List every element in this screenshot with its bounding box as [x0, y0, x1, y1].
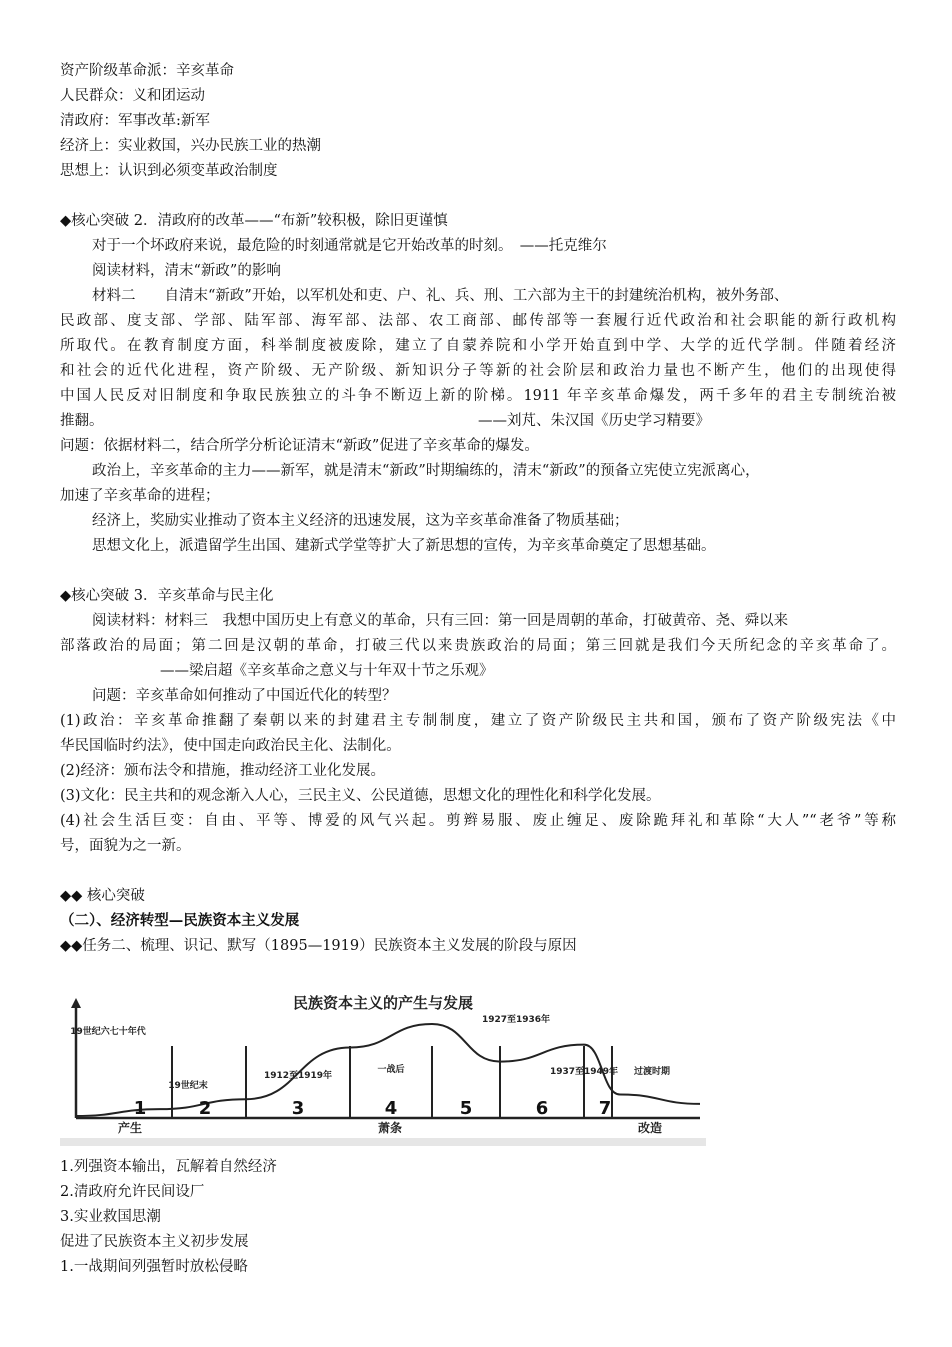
period-label: 1912至1919年: [263, 1071, 333, 1081]
material-line: 中国人民反对旧制度和争取民族独立的斗争不断迈上新的阶梯。1911 年辛亥革命爆发，两千多年的君主专制统治被: [60, 388, 896, 404]
section2-heading: ◆核心突破 2．清政府的改革——“布新”较积极，除旧更谨慎: [60, 213, 448, 229]
stage-number: 2: [198, 1098, 212, 1119]
section2-prompt: 阅读材料，清末“新政”的影响: [92, 263, 281, 279]
period-label: 19世纪末: [168, 1081, 208, 1091]
capitalism-development-chart: [60, 988, 706, 1146]
phase-label-chan: 产生: [117, 1121, 143, 1135]
point-line: 华民国临时约法》，使中国走向政治民主化、法制化。: [60, 738, 401, 754]
period-label: 过渡时期: [633, 1067, 671, 1077]
material-line: 推翻。: [60, 413, 104, 429]
phase-label-xiao: 萧条: [377, 1121, 403, 1135]
section3-source: ——梁启超《辛亥革命之意义与十年双十节之乐观》: [160, 663, 494, 679]
material-line: 和社会的近代化进程，资产阶级、无产阶级、新知识分子等新的社会阶层和政治力量也不断产生，他们的出现使得: [60, 363, 896, 379]
answer-politics: 政治上，辛亥革命的主力——新军，就是清末“新政”时期编练的，清末“新政”的预备立宪使立宪派离心，: [92, 463, 760, 479]
answer-economy: 经济上，奖励实业推动了资本主义经济的迅速发展，这为辛亥革命准备了物质基础；: [92, 513, 629, 529]
point-line: 号，面貌为之一新。: [60, 838, 191, 854]
chart-bottom-strip: [60, 1138, 706, 1146]
period-label: 19世纪六七十年代: [70, 1027, 146, 1037]
point-line: (1)政治：辛亥革命推翻了秦朝以来的封建君主专制制度，建立了资产阶级民主共和国，颁布了资产阶级宪法《中: [60, 713, 896, 729]
chart-title: 民族资本主义的产生与发展: [292, 994, 474, 1012]
section3-heading: ◆核心突破 3．辛亥革命与民主化: [60, 588, 274, 604]
stage-number: 3: [291, 1098, 305, 1119]
section4-subheading: （二）、经济转型—民族资本主义发展: [60, 912, 300, 929]
section3-question: 问题：辛亥革命如何推动了中国近代化的转型？: [92, 688, 397, 704]
material-source: ——刘芃、朱汉国《历史学习精要》: [478, 413, 710, 429]
section2-question: 问题：依据材料二，结合所学分析论证清末“新政”促进了辛亥革命的爆发。: [60, 438, 539, 454]
point-line: (4)社会生活巨变：自由、平等、博爱的风气兴起。剪辫易服、废止缠足、废除跪拜礼和革除“大人”“老爷”等称: [60, 813, 896, 829]
reason-line: 2.清政府允许民间设厂: [60, 1184, 205, 1200]
stage-number: 4: [384, 1098, 398, 1119]
material-line: 所取代。在教育制度方面，科举制度被废除，建立了自蒙养院和小学开始直到中学、大学的近代学制。伴随着经济: [60, 338, 896, 354]
section3-material-cont: 部落政治的局面；第二回是汉朝的革命，打破三代以来贵族政治的局面；第三回就是我们今天所纪念的辛亥革命了。: [60, 638, 896, 654]
answer-culture: 思想文化上，派遣留学生出国、建新式学堂等扩大了新思想的宣传，为辛亥革命奠定了思想基础。: [92, 538, 716, 554]
intro-line: 人民群众：义和团运动: [60, 88, 205, 104]
intro-line: 经济上：实业救国，兴办民族工业的热潮: [60, 138, 321, 154]
reason-line: 1.列强资本输出，瓦解着自然经济: [60, 1159, 277, 1175]
intro-line: 思想上：认识到必须变革政治制度: [60, 163, 278, 179]
answer-politics-cont: 加速了辛亥革命的进程；: [60, 488, 220, 504]
reason-line: 促进了民族资本主义初步发展: [60, 1234, 249, 1250]
period-label: 一战后: [377, 1065, 405, 1075]
intro-line: 清政府：军事改革:新军: [60, 113, 210, 129]
point-line: (2)经济：颁布法令和措施，推动经济工业化发展。: [60, 763, 386, 779]
stage-number: 1: [133, 1098, 147, 1119]
period-label: 1937至1949年: [549, 1067, 619, 1077]
point-line: (3)文化：民主共和的观念渐入人心，三民主义、公民道德，思想文化的理性化和科学化发展。: [60, 788, 661, 804]
material-line: 材料二 自清末“新政”开始，以军机处和吏、户、礼、兵、刑、工六部为主干的封建统治机构，被外务部、: [92, 288, 789, 304]
stage-number: 7: [598, 1098, 612, 1119]
section3-material: 阅读材料：材料三 我想中国历史上有意义的革命，只有三回：第一回是周朝的革命，打破黄帝、尧、舜以来: [92, 613, 788, 629]
intro-line: 资产阶级革命派：辛亥革命: [60, 63, 234, 79]
section4-heading: ◆◆ 核心突破: [60, 888, 145, 904]
stage-number: 5: [459, 1098, 473, 1119]
material-line: 民政部、度支部、学部、陆军部、海军部、法部、农工商部、邮传部等一套履行近代政治和社会职能的新行政机构: [60, 313, 896, 329]
section4-task: ◆◆任务二、梳理、识记、默写（1895—1919）民族资本主义发展的阶段与原因: [60, 938, 577, 954]
stage-number: 6: [535, 1098, 549, 1119]
reason-line: 1.一战期间列强暂时放松侵略: [60, 1259, 248, 1275]
phase-label-gai: 改造: [637, 1121, 663, 1135]
section2-quote: 对于一个坏政府来说，最危险的时刻通常就是它开始改革的时刻。 ——托克维尔: [92, 238, 607, 254]
reason-line: 3.实业救国思潮: [60, 1209, 161, 1225]
period-label: 1927至1936年: [481, 1015, 551, 1025]
